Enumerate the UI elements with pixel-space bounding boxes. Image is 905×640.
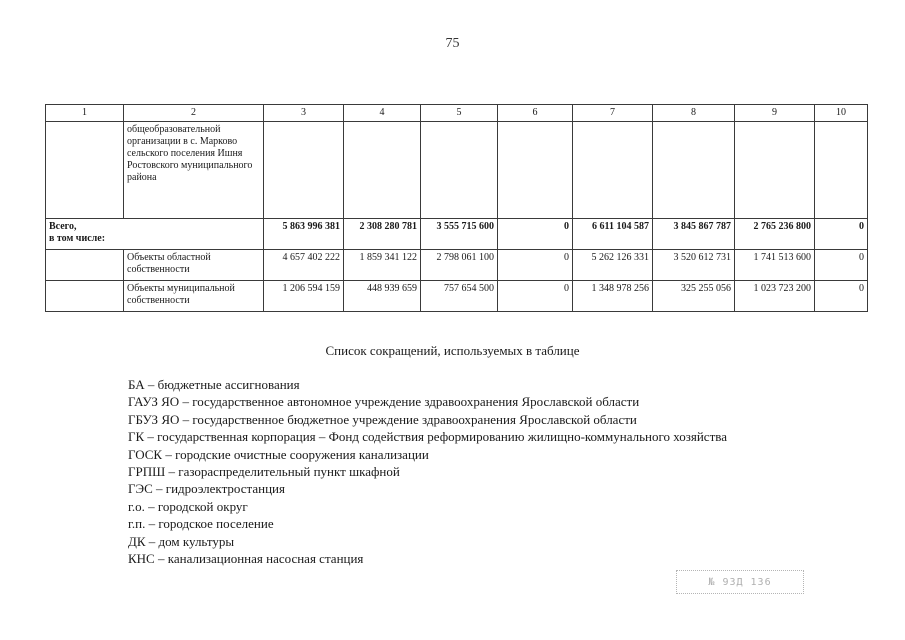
value-cell: 3 845 867 787 bbox=[653, 219, 735, 250]
abbreviation-item: ГАУЗ ЯО – государственное автономное учреждение здравоохранения Ярославской области bbox=[128, 394, 640, 410]
object-name-cell: Объекты муниципальной собственности bbox=[124, 281, 264, 312]
column-number-row bbox=[46, 105, 868, 122]
column-number: 10 bbox=[815, 105, 868, 122]
abbreviation-item: БА – бюджетные ассигнования bbox=[128, 377, 300, 392]
value-cell: 2 308 280 781 bbox=[344, 219, 421, 250]
abbreviation-item: ГЭС – гидроэлектростанция bbox=[128, 481, 285, 497]
value-cell: 0 bbox=[815, 250, 868, 281]
total-row bbox=[46, 219, 868, 250]
column-number: 9 bbox=[735, 105, 815, 122]
column-number: 8 bbox=[653, 105, 735, 122]
value-cell: 0 bbox=[498, 281, 573, 312]
abbreviation-item: КНС – канализационная насосная станция bbox=[128, 551, 364, 567]
table-row bbox=[46, 250, 868, 281]
column-number: 7 bbox=[573, 105, 653, 122]
abbreviation-item: ДК – дом культуры bbox=[128, 533, 235, 549]
abbreviations-title: Список сокращений, используемых в таблице bbox=[325, 343, 580, 358]
value-cell: 5 863 996 381 bbox=[264, 219, 344, 250]
object-name-cell: общеобразовательной организации в с. Марково сельского поселения Ишня Ростовского муниципального района bbox=[124, 122, 264, 219]
table-cell bbox=[815, 122, 868, 219]
total-label-line: в том числе: bbox=[49, 233, 106, 244]
table-row bbox=[46, 122, 868, 219]
table-cell bbox=[344, 122, 421, 219]
table-cell bbox=[46, 250, 124, 281]
abbreviation-item: ГОСК – городские очистные сооружения канализации bbox=[128, 446, 429, 462]
value-cell: 0 bbox=[815, 281, 868, 312]
value-cell: 1 348 978 256 bbox=[573, 281, 653, 312]
abbreviation-item: ГРПШ – газораспределительный пункт шкафной bbox=[128, 464, 400, 480]
value-cell: 5 262 126 331 bbox=[573, 250, 653, 281]
column-number: 6 bbox=[498, 105, 573, 122]
value-cell: 325 255 056 bbox=[653, 281, 735, 312]
value-cell: 448 939 659 bbox=[344, 281, 421, 312]
value-cell: 0 bbox=[815, 219, 868, 250]
table-row bbox=[46, 281, 868, 312]
value-cell: 1 023 723 200 bbox=[735, 281, 815, 312]
value-cell: 2 798 061 100 bbox=[421, 250, 498, 281]
abbreviation-item: г.п. – городское поселение bbox=[128, 516, 274, 532]
object-name-cell: Объекты областной собственности bbox=[124, 250, 264, 281]
total-label-cell bbox=[46, 219, 264, 250]
page-number: 75 bbox=[445, 36, 460, 51]
budget-table bbox=[45, 104, 868, 312]
value-cell: 3 555 715 600 bbox=[421, 219, 498, 250]
abbreviations-list bbox=[128, 376, 727, 567]
table-cell bbox=[498, 122, 573, 219]
value-cell: 0 bbox=[498, 250, 573, 281]
table-cell bbox=[46, 281, 124, 312]
table-cell bbox=[46, 122, 124, 219]
abbreviation-item: ГБУЗ ЯО – государственное бюджетное учреждение здравоохранения Ярославской области bbox=[128, 411, 637, 427]
abbreviation-item: ГК – государственная корпорация – Фонд содействия реформированию жилищно-коммунального хозяйства bbox=[128, 429, 727, 445]
value-cell: 2 765 236 800 bbox=[735, 219, 815, 250]
column-number: 5 bbox=[421, 105, 498, 122]
column-number: 1 bbox=[46, 105, 124, 122]
value-cell: 1 859 341 122 bbox=[344, 250, 421, 281]
document-stamp: № 93Д 136 bbox=[676, 570, 804, 594]
value-cell: 0 bbox=[498, 219, 573, 250]
column-number: 2 bbox=[124, 105, 264, 122]
column-number: 4 bbox=[344, 105, 421, 122]
value-cell: 1 741 513 600 bbox=[735, 250, 815, 281]
table-cell bbox=[735, 122, 815, 219]
value-cell: 1 206 594 159 bbox=[264, 281, 344, 312]
value-cell: 757 654 500 bbox=[421, 281, 498, 312]
total-label-line: Всего, bbox=[49, 221, 77, 232]
abbreviation-item: г.о. – городской округ bbox=[128, 498, 248, 514]
table-cell bbox=[421, 122, 498, 219]
value-cell: 3 520 612 731 bbox=[653, 250, 735, 281]
value-cell: 4 657 402 222 bbox=[264, 250, 344, 281]
table-cell bbox=[264, 122, 344, 219]
table-cell bbox=[573, 122, 653, 219]
value-cell: 6 611 104 587 bbox=[573, 219, 653, 250]
column-number: 3 bbox=[264, 105, 344, 122]
table-cell bbox=[653, 122, 735, 219]
